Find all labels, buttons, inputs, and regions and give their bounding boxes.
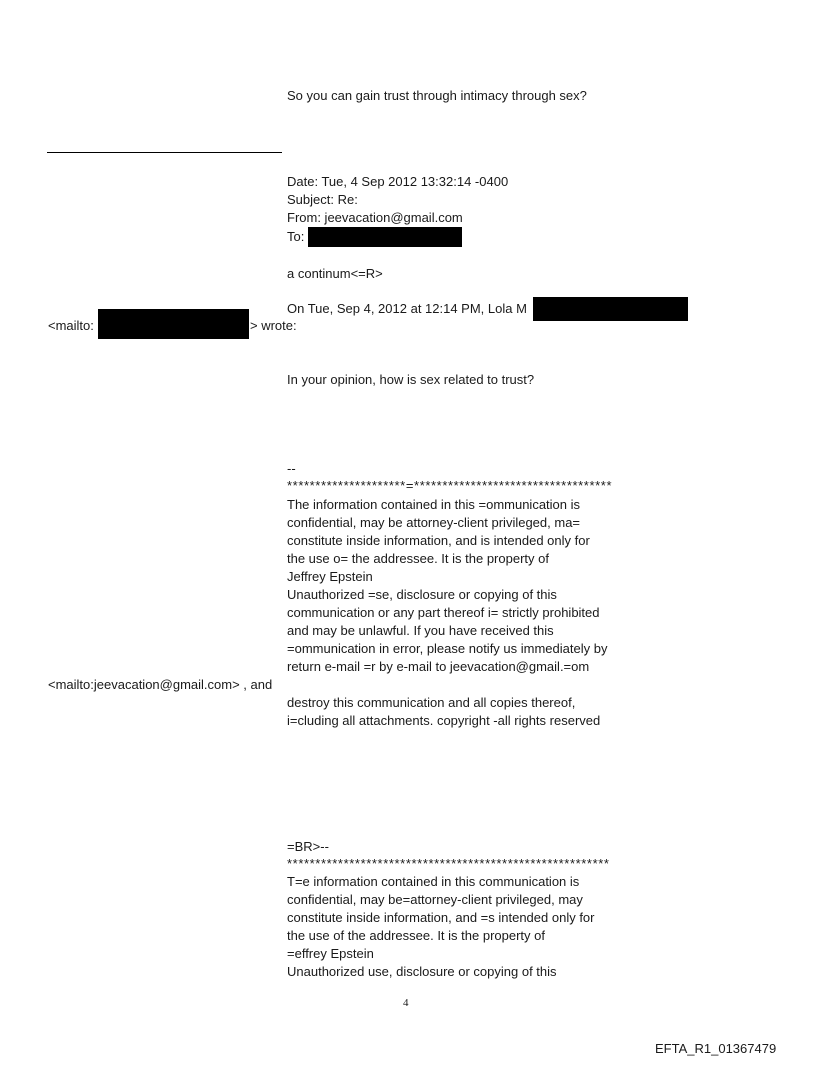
disclaimer1-stars: *********************=*********************************** — [287, 478, 613, 493]
header-to-label: To: — [287, 229, 305, 244]
disclaimer1-mailto-link: <mailto:jeevacation@gmail.com> , and — [48, 677, 273, 692]
redaction-mailto-address — [98, 309, 249, 339]
disclaimer2-line: confidential, may be=attorney-client privileged, may — [287, 892, 583, 907]
quote-intro-wrote: > wrote: — [250, 318, 297, 333]
disclaimer2-line: T=e information contained in this communication is — [287, 874, 580, 889]
disclaimer1-line: Unauthorized =se, disclosure or copying of this — [287, 587, 557, 602]
page-number: 4 — [403, 997, 409, 1009]
disclaimer2-stars: ********************************************************* — [287, 856, 610, 871]
separator-rule — [47, 152, 282, 153]
header-date: Date: Tue, 4 Sep 2012 13:32:14 -0400 — [287, 174, 509, 189]
header-from: From: jeevacation@gmail.com — [287, 210, 463, 225]
redaction-to — [308, 227, 462, 247]
disclaimer1-line: confidential, may be attorney-client privileged, ma= — [287, 515, 581, 530]
disclaimer1-dash: -- — [287, 461, 296, 476]
disclaimer1-line: constitute inside information, and is intended only for — [287, 533, 590, 548]
disclaimer1-line: communication or any part thereof i= strictly prohibited — [287, 605, 600, 620]
reply-text: a continum<=R> — [287, 266, 383, 281]
quoted-question: In your opinion, how is sex related to trust? — [287, 372, 535, 387]
disclaimer2-marker: =BR>-- — [287, 839, 329, 854]
redaction-sender-name — [533, 297, 688, 321]
disclaimer1-line: destroy this communication and all copies thereof, — [287, 695, 576, 710]
disclaimer2-line: =effrey Epstein — [287, 946, 374, 961]
disclaimer1-line: the use o= the addressee. It is the property of — [287, 551, 549, 566]
quote-intro-line: On Tue, Sep 4, 2012 at 12:14 PM, Lola M — [287, 301, 527, 316]
disclaimer1-line: i=cluding all attachments. copyright -all rights reserved — [287, 713, 601, 728]
top-question: So you can gain trust through intimacy through sex? — [287, 88, 587, 103]
disclaimer1-line: The information contained in this =ommunication is — [287, 497, 581, 512]
disclaimer1-line: =ommunication in error, please notify us immediately by — [287, 641, 608, 656]
disclaimer2-line: constitute inside information, and =s intended only for — [287, 910, 595, 925]
disclaimer1-line: and may be unlawful. If you have received this — [287, 623, 554, 638]
header-subject: Subject: Re: — [287, 192, 358, 207]
disclaimer1-line: Jeffrey Epstein — [287, 569, 373, 584]
document-id: EFTA_R1_01367479 — [655, 1041, 777, 1056]
disclaimer2-line: Unauthorized use, disclosure or copying of this — [287, 964, 557, 979]
disclaimer1-line: return e-mail =r by e-mail to jeevacation@gmail.=om — [287, 659, 590, 674]
quote-intro-mailto-prefix: <mailto: — [48, 318, 94, 333]
disclaimer2-line: the use of the addressee. It is the property of — [287, 928, 545, 943]
